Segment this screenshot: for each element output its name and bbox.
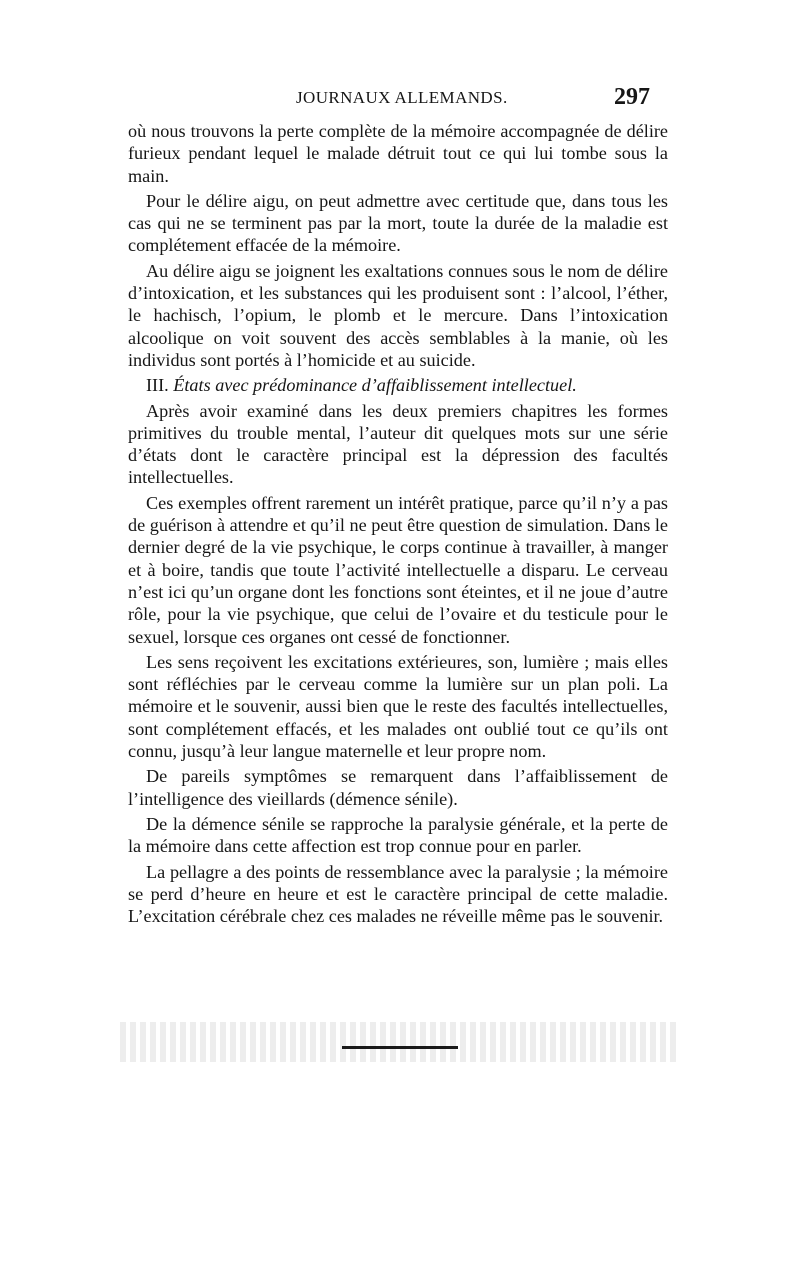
paragraph: Au délire aigu se joignent les exaltations connues sous le nom de délire d’intoxication, et les substances qui les produisent sont : l’alcool, l’éther, le hachisch, l’opium, le plomb et le mercure. Dans l’intoxication alcoolique on voit souvent des accès semblables à la manie, où les individus sont portés à l’homicide et au suicide. bbox=[128, 260, 668, 370]
body-text bbox=[128, 120, 668, 930]
paragraph: Les sens reçoivent les excitations extérieures, son, lumière ; mais elles sont réfléchies par le cerveau comme la lumière sur un plan poli. La mémoire et le souvenir, aussi bien que le reste des facultés intellectuelles, sont complétement effacés, et les malades ont oublié tout ce qu’ils ont connu, jusqu’à leur langue maternelle et leur propre nom. bbox=[128, 651, 668, 762]
paragraph-continued: où nous trouvons la perte complète de la mémoire accompagnée de délire furieux pendant lequel le malade détruit tout ce qui lui tombe sous la main. bbox=[128, 121, 668, 186]
section-title: États avec prédominance d’affaiblissement intellectuel. bbox=[173, 375, 577, 396]
paragraph: La pellagre a des points de ressemblance avec la paralysie ; la mémoire se perd d’heure en heure et est le caractère principal de cette maladie. L’excitation cérébrale chez ces malades ne réveille même pas le souvenir. bbox=[128, 861, 668, 927]
page-number: 297 bbox=[614, 84, 650, 110]
paragraph: Après avoir examiné dans les deux premiers chapitres les formes primitives du trouble mental, l’auteur dit quelques mots sur une série d’états dont le caractère principal est la dépression des facultés intellectuelles. bbox=[128, 400, 668, 488]
running-head bbox=[130, 84, 650, 114]
paragraph: Pour le délire aigu, on peut admettre avec certitude que, dans tous les cas qui ne se terminent pas par la mort, toute la durée de la maladie est complétement effacée de la mémoire. bbox=[128, 190, 668, 256]
paragraph: Ces exemples offrent rarement un intérêt pratique, parce qu’il n’y a pas de guérison à attendre et qu’il ne peut être question de simulation. Dans le dernier degré de la vie psychique, le corps continue à travailler, à manger et à boire, tandis que toute l’activité intellectuelle a disparu. Le cerveau n’est ici qu’un organe dont les fonctions sont éteintes, et il ne joue d’autre rôle, pour la vie psychique, que celui de l’ovaire et du testicule pour le sexuel, lorsque ces organes ont cessé de fonctionner. bbox=[128, 492, 668, 647]
running-title: JOURNAUX ALLEMANDS. bbox=[296, 88, 508, 107]
bleed-through-texture bbox=[120, 1022, 680, 1062]
paragraph: De la démence sénile se rapproche la paralysie générale, et la perte de la mémoire dans cette affection est trop connue pour en parler. bbox=[128, 813, 668, 857]
section-number: III. bbox=[146, 375, 169, 396]
end-rule bbox=[342, 1046, 458, 1049]
section-heading bbox=[128, 374, 668, 396]
paragraph: De pareils symptômes se remarquent dans l’affaiblissement de l’intelligence des vieillards (démence sénile). bbox=[128, 766, 668, 809]
